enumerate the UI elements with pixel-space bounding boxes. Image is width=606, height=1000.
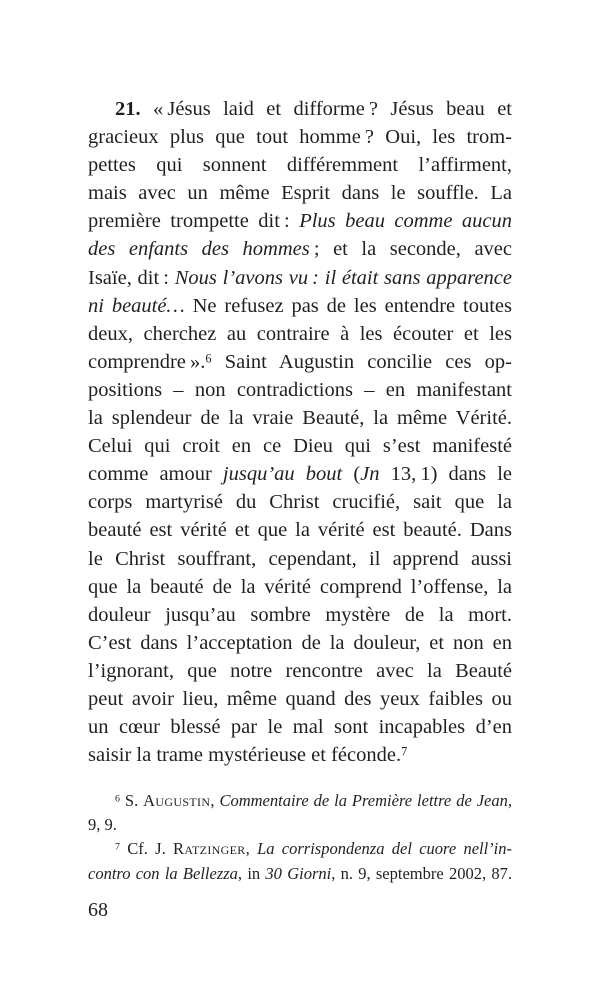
paragraph-line [88, 404, 512, 432]
paragraph-line [88, 713, 512, 741]
paragraph-line [88, 629, 512, 657]
text-segment: C’est dans l’acceptation de la douleur, et non en [88, 631, 512, 654]
text-segment: , [210, 791, 220, 810]
footnote-reference: 6 [205, 351, 212, 366]
paragraph-line [88, 207, 512, 235]
text-segment: Isaïe, dit : [88, 266, 175, 289]
text-segment: deux, cherchez au contraire à les écouter et les [88, 322, 512, 345]
italic-text: La corrispondenza del cuore nell’in- [257, 839, 513, 859]
bold-text: 21. [115, 98, 141, 120]
text-segment: , in [237, 863, 266, 883]
text-segment: le Christ souffrant, cependant, il apprend aussi [88, 547, 512, 570]
text-segment: peut avoir lieu, même quand des yeux faibles ou [88, 687, 512, 710]
text-segment: comme amour [88, 463, 223, 486]
paragraph-line [88, 292, 512, 320]
paragraph-line [88, 460, 512, 488]
text-segment: ( [342, 463, 361, 486]
text-segment: 9, 9. [88, 815, 117, 835]
paragraph-line [88, 573, 512, 601]
text-segment: « Jésus laid et difforme ? Jésus beau et [140, 98, 512, 120]
paragraph-line [88, 320, 512, 348]
text-segment: 13, 1) dans le [379, 463, 512, 486]
text-segment: douleur jusqu’au sombre mystère de la mort. [88, 603, 512, 626]
italic-text: Commentaire de la Première lettre de Jean [219, 791, 508, 810]
text-segment: gracieux plus que tout homme ? Oui, les trom- [88, 126, 512, 149]
footnote-reference: 7 [401, 744, 408, 759]
text-segment: Ne refusez pas de les entendre toutes [184, 294, 512, 317]
footnote-line [88, 837, 512, 861]
paragraph-line [88, 264, 512, 292]
paragraph-line [88, 235, 512, 263]
text-segment: pettes qui sonnent différemment l’affirment, [88, 154, 512, 177]
paragraph-line [88, 488, 512, 516]
italic-text: Nous l’avons vu : il était sans apparence [174, 266, 513, 289]
paragraph-line [88, 123, 512, 151]
italic-text: Plus beau comme aucun [299, 210, 513, 233]
text-segment: un cœur blessé par le mal sont incapables d’en [88, 716, 512, 739]
footnote-line [88, 789, 512, 813]
text-segment: ; et la seconde, avec [309, 238, 512, 261]
italic-text: contro con la Bellezza [88, 863, 238, 883]
page-number: 68 [88, 899, 108, 921]
footnote-reference: 7 [115, 841, 120, 853]
footnote-line [88, 862, 512, 886]
italic-text: jusqu’au bout [222, 463, 343, 486]
author-name: Augustin [143, 791, 211, 810]
text-segment: beauté est vérité et que la vérité est beauté. Dans [88, 519, 512, 542]
paragraph-line [88, 179, 512, 207]
text-segment: , [245, 839, 258, 859]
footnote-reference: 6 [115, 793, 120, 805]
text-segment: la splendeur de la vraie Beauté, la même Vérité. [88, 407, 512, 430]
text-segment: positions – non contradictions – en manifestant [88, 378, 512, 401]
text-segment: saisir la trame mystérieuse et féconde. [88, 744, 402, 767]
body-paragraph [88, 95, 512, 769]
paragraph-line [88, 432, 512, 460]
footnote-line [88, 813, 512, 837]
text-segment: S. [119, 791, 144, 810]
italic-text: 30 Giorni [265, 863, 332, 883]
text-segment: mais avec un même Esprit dans le souffle. La [88, 182, 512, 205]
text-segment: corps martyrisé du Christ crucifié, sait que la [88, 491, 512, 514]
italic-text: des enfants des hommes [88, 238, 310, 261]
paragraph-line [88, 95, 512, 123]
paragraph-line [88, 348, 512, 376]
text-segment: Cf. J. [119, 839, 173, 859]
paragraph-line [88, 516, 512, 544]
paragraph-line [88, 601, 512, 629]
text-segment: l’ignorant, que notre rencontre avec la Beauté [88, 659, 512, 682]
paragraph-line [88, 741, 512, 769]
paragraph-line [88, 657, 512, 685]
footnotes-block [88, 789, 512, 886]
italic-text: ni beauté… [88, 294, 185, 317]
italic-text: Jn [360, 463, 380, 486]
text-segment: Celui qui croit en ce Dieu qui s’est manifesté [88, 435, 512, 458]
paragraph-line [88, 685, 512, 713]
paragraph-line [88, 151, 512, 179]
text-segment: , [507, 791, 512, 810]
text-segment: première trompette dit : [88, 210, 300, 233]
author-name: Ratzinger [173, 839, 246, 859]
text-segment: comprendre ». [88, 350, 206, 373]
paragraph-line [88, 545, 512, 573]
text-segment: Saint Augustin concilie ces op- [211, 350, 512, 373]
text-segment: , n. 9, septembre 2002, 87. [331, 863, 512, 883]
paragraph-line [88, 376, 512, 404]
text-segment: que la beauté de la vérité comprend l’offense, la [88, 575, 512, 598]
